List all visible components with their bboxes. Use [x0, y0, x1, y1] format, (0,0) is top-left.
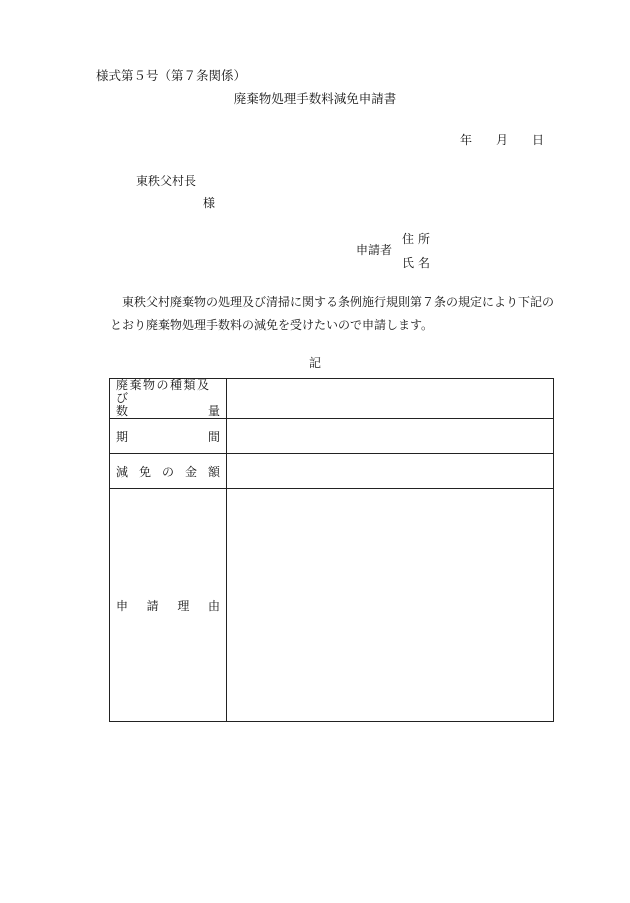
reduction-amount-label-cell [110, 454, 227, 489]
form-number: 様式第５号（第７条関係） [96, 68, 247, 83]
application-table [109, 378, 554, 722]
reduction-amount-label-char: 額 [207, 464, 220, 479]
form-title: 廃棄物処理手数料減免申請書 [233, 91, 397, 106]
application-statement: 東秩父村廃棄物の処理及び清掃に関する条例施行規則第７条の規定により下記のとおり廃棄物処理手数料の減免を受けたいので申請します。 [110, 295, 555, 332]
reduction-amount-label-char: 金 [184, 464, 197, 479]
period-label-char: 間 [207, 429, 220, 444]
reason-label-cell [110, 489, 227, 722]
reduction-amount-label-char: 減 [116, 464, 129, 479]
reduction-amount-field[interactable] [227, 454, 554, 489]
date-day-label: 日 [532, 133, 545, 147]
table-row-reduction-amount [110, 454, 554, 489]
reason-label-char: 由 [207, 598, 220, 613]
reduction-amount-label-char: の [161, 464, 174, 479]
reduction-amount-label-char: 免 [138, 464, 151, 479]
reason-label-char: 請 [146, 598, 159, 613]
period-label-cell [110, 419, 227, 454]
quantity-label-a: 数 [116, 404, 129, 418]
recipient-name: 東秩父村長 [136, 174, 197, 188]
waste-type-label-cell [110, 379, 227, 419]
quantity-label-b: 量 [207, 404, 220, 418]
name-label: 氏名 [402, 256, 435, 270]
date-month-label: 月 [496, 133, 509, 147]
table-row-reason [110, 489, 554, 722]
waste-type-label: 廃棄物の種類及び [116, 378, 211, 405]
notation-heading: 記 [308, 356, 321, 370]
reason-field[interactable] [227, 489, 554, 722]
address-label: 住所 [402, 232, 435, 246]
period-field[interactable] [227, 419, 554, 454]
applicant-label: 申請者 [356, 243, 393, 257]
waste-type-field[interactable] [227, 379, 554, 419]
date-year-label: 年 [460, 133, 473, 147]
period-label-char: 期 [116, 429, 129, 444]
table-row-period [110, 419, 554, 454]
recipient-honorific: 様 [203, 196, 216, 210]
table-row-waste-type [110, 379, 554, 419]
reason-label-char: 理 [177, 598, 190, 613]
reason-label-char: 申 [116, 598, 129, 613]
